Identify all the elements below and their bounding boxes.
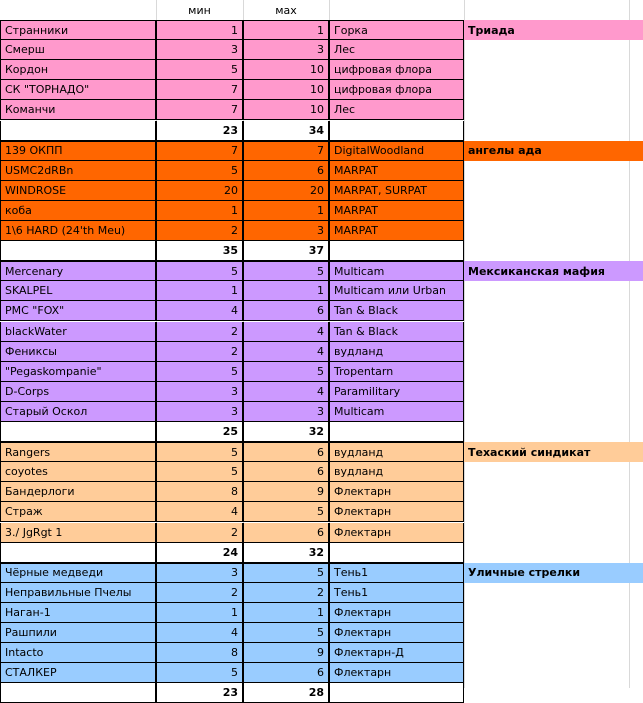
min-count-cell[interactable]: 1 xyxy=(156,20,243,40)
max-count-cell[interactable]: 5 xyxy=(243,502,329,522)
camo-cell[interactable]: вудланд xyxy=(329,442,464,462)
table-row xyxy=(0,261,643,281)
max-count-cell[interactable]: 7 xyxy=(243,141,329,161)
camo-cell[interactable]: DigitalWoodland xyxy=(329,141,464,161)
total-min-cell[interactable]: 35 xyxy=(156,241,243,261)
total-label-cell[interactable] xyxy=(0,241,156,261)
camo-cell[interactable]: MARPAT xyxy=(329,201,464,221)
team-name-cell[interactable]: blackWater xyxy=(0,322,156,342)
team-name-cell[interactable]: Бандерлоги xyxy=(0,482,156,502)
camo-cell[interactable]: Флектарн xyxy=(329,482,464,502)
camo-cell[interactable]: Multicam или Urban xyxy=(329,281,464,301)
max-count-cell[interactable]: 10 xyxy=(243,60,329,80)
camo-cell[interactable]: Multicam xyxy=(329,402,464,422)
min-count-cell[interactable]: 20 xyxy=(156,181,243,201)
min-count-cell[interactable]: 5 xyxy=(156,161,243,181)
min-count-cell[interactable]: 1 xyxy=(156,201,243,221)
team-name-cell[interactable]: Intacto xyxy=(0,643,156,663)
team-name-cell[interactable]: Неправильные Пчелы xyxy=(0,583,156,603)
faction-title-cell[interactable]: Триада xyxy=(464,20,643,40)
camo-cell[interactable]: Tropentarn xyxy=(329,362,464,382)
max-count-cell[interactable]: 5 xyxy=(243,563,329,583)
camo-cell[interactable]: вудланд xyxy=(329,342,464,362)
camo-cell[interactable]: MARPAT xyxy=(329,161,464,181)
table-row xyxy=(0,40,643,60)
table-row xyxy=(0,301,643,321)
camo-cell[interactable]: Флектарн xyxy=(329,502,464,522)
table-row xyxy=(0,20,643,40)
total-max-cell[interactable]: 32 xyxy=(243,422,329,442)
camo-cell[interactable]: цифровая флора xyxy=(329,60,464,80)
total-label-cell[interactable] xyxy=(0,121,156,141)
max-count-cell[interactable]: 3 xyxy=(243,40,329,60)
table-row xyxy=(0,583,643,603)
total-max-cell[interactable]: 28 xyxy=(243,683,329,703)
team-name-cell[interactable]: SKALPEL xyxy=(0,281,156,301)
max-count-cell[interactable]: 1 xyxy=(243,281,329,301)
team-name-cell[interactable]: Странники xyxy=(0,20,156,40)
camo-cell[interactable]: Лес xyxy=(329,100,464,120)
table-row xyxy=(0,643,643,663)
max-count-cell[interactable]: 1 xyxy=(243,201,329,221)
total-max-cell[interactable]: 32 xyxy=(243,543,329,563)
max-count-cell[interactable]: 6 xyxy=(243,161,329,181)
table-row xyxy=(0,523,643,543)
min-count-cell[interactable]: 8 xyxy=(156,643,243,663)
totals-row xyxy=(0,543,643,563)
min-count-cell[interactable]: 2 xyxy=(156,322,243,342)
team-name-cell[interactable]: Кордон xyxy=(0,60,156,80)
faction-title-cell[interactable]: Мексиканская мафия xyxy=(464,261,643,281)
max-count-cell[interactable]: 5 xyxy=(243,623,329,643)
camo-cell[interactable]: Тень1 xyxy=(329,563,464,583)
max-count-cell[interactable]: 2 xyxy=(243,583,329,603)
column-header-max[interactable]: мах xyxy=(275,3,297,17)
min-count-cell[interactable]: 7 xyxy=(156,80,243,100)
table-row xyxy=(0,60,643,80)
total-label-cell[interactable] xyxy=(0,543,156,563)
max-count-cell[interactable]: 10 xyxy=(243,100,329,120)
min-count-cell[interactable]: 5 xyxy=(156,462,243,482)
team-name-cell[interactable]: Смерш xyxy=(0,40,156,60)
totals-row xyxy=(0,683,643,703)
table-row xyxy=(0,382,643,402)
max-count-cell[interactable]: 1 xyxy=(243,20,329,40)
table-row xyxy=(0,362,643,382)
max-count-cell[interactable]: 3 xyxy=(243,402,329,422)
total-min-cell[interactable]: 24 xyxy=(156,543,243,563)
team-name-cell[interactable]: Mercenary xyxy=(0,261,156,281)
min-count-cell[interactable]: 1 xyxy=(156,603,243,623)
total-label-cell[interactable] xyxy=(0,683,156,703)
min-count-cell[interactable]: 5 xyxy=(156,60,243,80)
team-name-cell[interactable]: Фениксы xyxy=(0,342,156,362)
camo-cell[interactable]: Paramilitary xyxy=(329,382,464,402)
min-count-cell[interactable]: 4 xyxy=(156,623,243,643)
camo-cell[interactable]: Флектарн xyxy=(329,663,464,683)
min-count-cell[interactable]: 4 xyxy=(156,502,243,522)
camo-cell[interactable]: вудланд xyxy=(329,462,464,482)
min-count-cell[interactable]: 5 xyxy=(156,663,243,683)
team-name-cell[interactable]: Команчи xyxy=(0,100,156,120)
min-count-cell[interactable]: 3 xyxy=(156,402,243,422)
table-row xyxy=(0,663,643,683)
table-row xyxy=(0,462,643,482)
min-count-cell[interactable]: 2 xyxy=(156,342,243,362)
min-count-cell[interactable]: 7 xyxy=(156,100,243,120)
min-count-cell[interactable]: 7 xyxy=(156,141,243,161)
total-camo-cell[interactable] xyxy=(329,683,464,703)
team-name-cell[interactable]: СТАЛКЕР xyxy=(0,663,156,683)
min-count-cell[interactable]: 2 xyxy=(156,523,243,543)
team-name-cell[interactable]: Старый Оскол xyxy=(0,402,156,422)
min-count-cell[interactable]: 2 xyxy=(156,221,243,241)
max-count-cell[interactable]: 5 xyxy=(243,362,329,382)
max-count-cell[interactable]: 10 xyxy=(243,80,329,100)
team-name-cell[interactable]: Rangers xyxy=(0,442,156,462)
min-count-cell[interactable]: 3 xyxy=(156,40,243,60)
camo-cell[interactable]: MARPAT xyxy=(329,221,464,241)
min-count-cell[interactable]: 3 xyxy=(156,563,243,583)
min-count-cell[interactable]: 5 xyxy=(156,261,243,281)
table-row xyxy=(0,322,643,342)
camo-cell[interactable]: цифровая флора xyxy=(329,80,464,100)
total-camo-cell[interactable] xyxy=(329,543,464,563)
camo-cell[interactable]: Флектарн xyxy=(329,623,464,643)
totals-row xyxy=(0,241,643,261)
team-name-cell[interactable]: coyotes xyxy=(0,462,156,482)
table-row xyxy=(0,402,643,422)
table-row xyxy=(0,603,643,623)
team-name-cell[interactable]: СК "ТОРНАДО" xyxy=(0,80,156,100)
team-name-cell[interactable]: 139 ОКПП xyxy=(0,141,156,161)
max-count-cell[interactable]: 4 xyxy=(243,342,329,362)
table-row xyxy=(0,181,643,201)
camo-cell[interactable]: Флектарн xyxy=(329,603,464,623)
camo-cell[interactable]: Лес xyxy=(329,40,464,60)
team-name-cell[interactable]: Рашпили xyxy=(0,623,156,643)
total-label-cell[interactable] xyxy=(0,422,156,442)
table-row xyxy=(0,100,643,120)
camo-cell[interactable]: Флектарн-Д xyxy=(329,643,464,663)
max-count-cell[interactable]: 20 xyxy=(243,181,329,201)
max-count-cell[interactable]: 5 xyxy=(243,261,329,281)
max-count-cell[interactable]: 3 xyxy=(243,221,329,241)
max-count-cell[interactable]: 4 xyxy=(243,322,329,342)
camo-cell[interactable]: Тень1 xyxy=(329,583,464,603)
min-count-cell[interactable]: 2 xyxy=(156,583,243,603)
faction-title-cell[interactable]: ангелы ада xyxy=(464,141,643,161)
team-name-cell[interactable]: Наган-1 xyxy=(0,603,156,623)
max-count-cell[interactable]: 6 xyxy=(243,462,329,482)
max-count-cell[interactable]: 1 xyxy=(243,603,329,623)
table-row xyxy=(0,141,643,161)
max-count-cell[interactable]: 4 xyxy=(243,382,329,402)
totals-row xyxy=(0,422,643,442)
faction-title-cell[interactable]: Уличные стрелки xyxy=(464,563,643,583)
team-name-cell[interactable]: WINDROSE xyxy=(0,181,156,201)
team-name-cell[interactable]: Чёрные медведи xyxy=(0,563,156,583)
camo-cell[interactable]: Multicam xyxy=(329,261,464,281)
total-camo-cell[interactable] xyxy=(329,241,464,261)
total-min-cell[interactable]: 25 xyxy=(156,422,243,442)
team-name-cell[interactable]: 3./ JgRgt 1 xyxy=(0,523,156,543)
total-camo-cell[interactable] xyxy=(329,121,464,141)
team-name-cell[interactable]: "Pegaskompanie" xyxy=(0,362,156,382)
min-count-cell[interactable]: 4 xyxy=(156,301,243,321)
table-row xyxy=(0,563,643,583)
camo-cell[interactable]: Горка xyxy=(329,20,464,40)
team-name-cell[interactable]: Страж xyxy=(0,502,156,522)
table-row xyxy=(0,201,643,221)
max-count-cell[interactable]: 6 xyxy=(243,442,329,462)
max-count-cell[interactable]: 6 xyxy=(243,523,329,543)
table-row xyxy=(0,442,643,462)
min-count-cell[interactable]: 5 xyxy=(156,442,243,462)
camo-cell[interactable]: Tan & Black xyxy=(329,322,464,342)
team-name-cell[interactable]: 1\6 HARD (24'th Meu) xyxy=(0,221,156,241)
table-row xyxy=(0,281,643,301)
table-row xyxy=(0,342,643,362)
total-camo-cell[interactable] xyxy=(329,422,464,442)
team-name-cell[interactable]: PMC "FOX" xyxy=(0,301,156,321)
table-row xyxy=(0,502,643,522)
min-count-cell[interactable]: 1 xyxy=(156,281,243,301)
table-row xyxy=(0,623,643,643)
team-name-cell[interactable]: D-Corps xyxy=(0,382,156,402)
table-row xyxy=(0,482,643,502)
column-header-min[interactable]: мин xyxy=(188,3,211,17)
camo-cell[interactable]: Флектарн xyxy=(329,523,464,543)
team-name-cell[interactable]: USMC2dRBn xyxy=(0,161,156,181)
table-row xyxy=(0,80,643,100)
camo-cell[interactable]: Tan & Black xyxy=(329,301,464,321)
max-count-cell[interactable]: 9 xyxy=(243,482,329,502)
total-min-cell[interactable]: 23 xyxy=(156,121,243,141)
max-count-cell[interactable]: 9 xyxy=(243,643,329,663)
min-count-cell[interactable]: 3 xyxy=(156,382,243,402)
max-count-cell[interactable]: 6 xyxy=(243,301,329,321)
table-row xyxy=(0,221,643,241)
team-name-cell[interactable]: коба xyxy=(0,201,156,221)
max-count-cell[interactable]: 6 xyxy=(243,663,329,683)
header-row xyxy=(0,0,643,20)
total-min-cell[interactable]: 23 xyxy=(156,683,243,703)
total-max-cell[interactable]: 34 xyxy=(243,121,329,141)
totals-row xyxy=(0,121,643,141)
table-row xyxy=(0,161,643,181)
camo-cell[interactable]: MARPAT, SURPAT xyxy=(329,181,464,201)
total-max-cell[interactable]: 37 xyxy=(243,241,329,261)
min-count-cell[interactable]: 5 xyxy=(156,362,243,382)
faction-title-cell[interactable]: Техаский синдикат xyxy=(464,442,643,462)
min-count-cell[interactable]: 8 xyxy=(156,482,243,502)
